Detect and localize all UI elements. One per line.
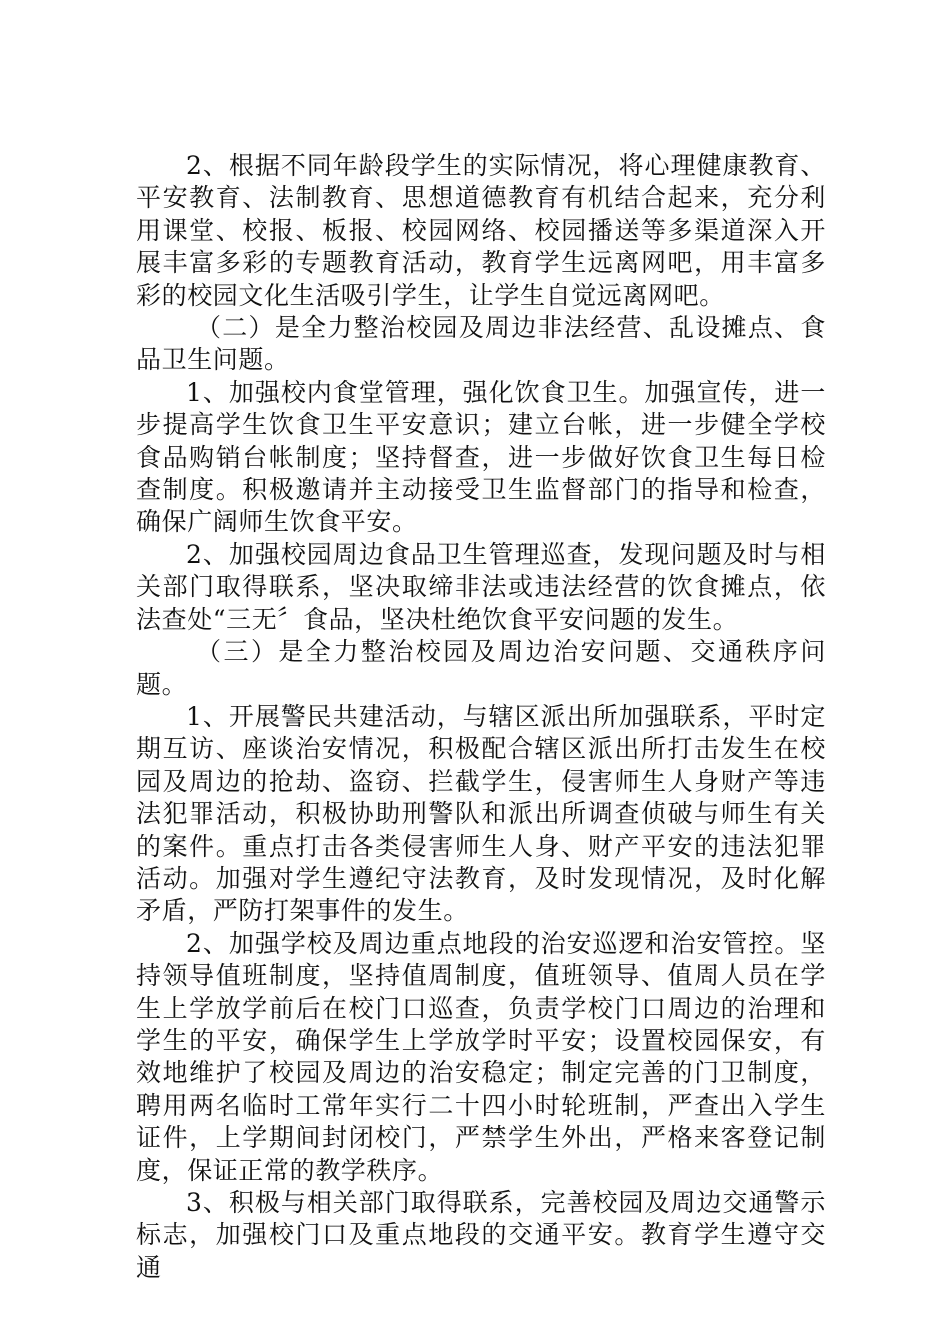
paragraph-item-2-education: 2、根据不同年龄段学生的实际情况，将心理健康教育、平安教育、法制教育、思想道德教育有机结合起来，充分利用课堂、校报、板报、校园网络、校园播送等多渠道深入开展丰富多彩的专题教育活动，教育学生远离网吧，用丰富多彩的校园文化生活吸引学生，让学生自觉远离网吧。 (136, 151, 826, 310)
paragraph-item-1-canteen: 1、加强校内食堂管理，强化饮食卫生。加强宣传，进一步提高学生饮食卫生平安意识；建立台帐，进一步健全学校食品购销台帐制度；坚持督查，进一步做好饮食卫生每日检查制度。积极邀请并主动接受卫生监督部门的指导和检查，确保广阔师生饮食平安。 (136, 377, 826, 537)
section-heading-3: （三）是全力整治校园及周边治安问题、交通秩序问题。 (136, 637, 826, 699)
section-heading-2: （二）是全力整治校园及周边非法经营、乱设摊点、食品卫生问题。 (136, 313, 826, 375)
document-body (136, 150, 826, 1284)
paragraph-item-2-security: 2、加强学校及周边重点地段的治安巡逻和治安管控。坚持领导值班制度，坚持值周制度，值班领导、值周人员在学生上学放学前后在校门口巡查，负责学校门口周边的治理和学生的平安，确保学生上学放学时平安；设置校园保安，有效地维护了校园及周边的治安稳定；制定完善的门卫制度，聘用两名临时工常年实行二十四小时轮班制，严查出入学生证件，上学期间封闭校门，严禁学生外出，严格来客登记制度，保证正常的教学秩序。 (136, 928, 826, 1185)
paragraph-item-1-police: 1、开展警民共建活动，与辖区派出所加强联系，平时定期互访、座谈治安情况，积极配合辖区派出所打击发生在校园及周边的抢劫、盗窃、拦截学生，侵害师生人身财产等违法犯罪活动，积极协助刑警队和派出所调查侦破与师生有关的案件。重点打击各类侵害师生人身、财产平安的违法犯罪活动。加强对学生遵纪守法教育，及时发现情况，及时化解矛盾，严防打架事件的发生。 (136, 701, 826, 926)
paragraph-item-3-traffic: 3、积极与相关部门取得联系，完善校园及周边交通警示标志，加强校门口及重点地段的交通平安。教育学生遵守交通 (136, 1188, 826, 1282)
paragraph-item-2-food-patrol: 2、加强校园周边食品卫生管理巡查，发现问题及时与相关部门取得联系，坚决取缔非法或违法经营的饮食摊点，依法查处“三无〞食品，坚决杜绝饮食平安问题的发生。 (136, 539, 826, 634)
